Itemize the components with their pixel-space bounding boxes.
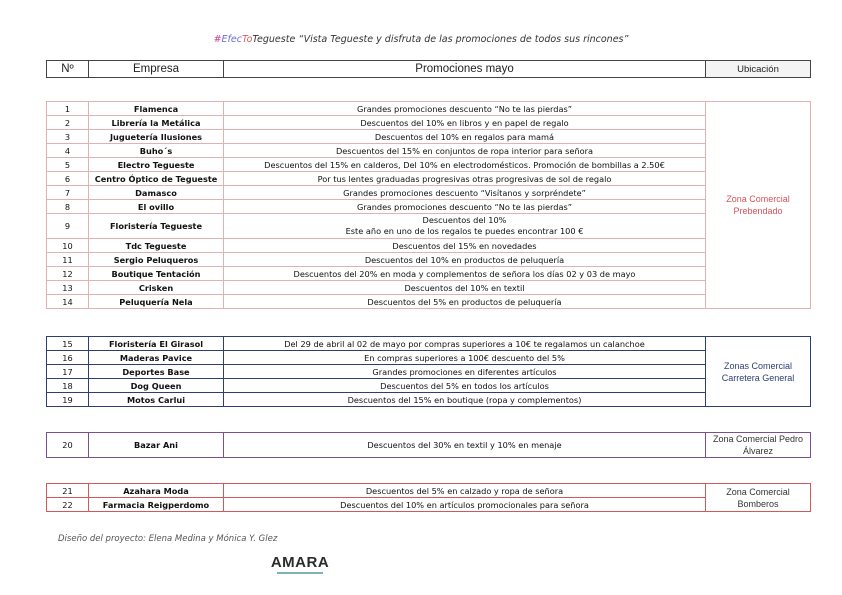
table-row	[47, 116, 811, 130]
table-row	[47, 186, 811, 200]
row-number: 15	[47, 337, 89, 351]
table-row	[47, 102, 811, 116]
row-empresa: Bazar Ani	[89, 433, 224, 458]
title-efec: Efec	[221, 34, 242, 45]
row-number: 11	[47, 253, 89, 267]
logo-text: AMARA	[270, 554, 330, 571]
row-promo: Por tus lentes graduadas progresivas otras progresivas de sol de regalo	[224, 172, 706, 186]
row-promo: Descuentos del 15% en novedades	[224, 239, 706, 253]
row-empresa: Flamenca	[89, 102, 224, 116]
row-number: 18	[47, 379, 89, 393]
header-promociones: Promociones mayo	[224, 61, 706, 78]
zone-label: Zona Comercial Prebendado	[706, 102, 811, 309]
row-promo: Descuentos del 30% en textil y 10% en menaje	[224, 433, 706, 458]
row-empresa: Juguetería Ilusiones	[89, 130, 224, 144]
header-empresa: Empresa	[89, 61, 224, 78]
row-empresa: Floristería Tegueste	[89, 214, 224, 239]
table-row	[47, 200, 811, 214]
row-number: 9	[47, 214, 89, 239]
header-num: Nº	[47, 61, 89, 78]
table-row	[47, 214, 811, 239]
row-empresa: Sergio Peluqueros	[89, 253, 224, 267]
row-promo	[224, 214, 706, 239]
table-row	[47, 295, 811, 309]
table-row	[47, 267, 811, 281]
table-row	[47, 172, 811, 186]
amara-logo	[270, 552, 330, 578]
group-bomberos-table	[46, 483, 811, 512]
row-promo: Grandes promociones descuento “No te las pierdas”	[224, 102, 706, 116]
row-promo: Descuentos del 5% en calzado y ropa de señora	[224, 484, 706, 498]
group-pedro-alvarez-table	[46, 432, 811, 458]
document-title	[0, 34, 842, 45]
row-number: 12	[47, 267, 89, 281]
row-empresa: Peluquería Nela	[89, 295, 224, 309]
logo-underline	[277, 572, 323, 574]
row-number: 4	[47, 144, 89, 158]
row-empresa: Electro Tegueste	[89, 158, 224, 172]
row-promo-line2: Este año en uno de los regalos te puedes encontrar 100 €	[345, 226, 584, 236]
row-promo: Descuentos del 10% en artículos promocionales para señora	[224, 498, 706, 512]
row-number: 6	[47, 172, 89, 186]
row-number: 20	[47, 433, 89, 458]
row-empresa: Damasco	[89, 186, 224, 200]
table-row	[47, 144, 811, 158]
header-table	[46, 60, 811, 78]
row-empresa: Tdc Tegueste	[89, 239, 224, 253]
table-row	[47, 239, 811, 253]
row-number: 13	[47, 281, 89, 295]
row-empresa: Azahara Moda	[89, 484, 224, 498]
table-row	[47, 253, 811, 267]
zone-label: Zona Comercial Bomberos	[706, 484, 811, 512]
row-number: 7	[47, 186, 89, 200]
row-empresa: Buho´s	[89, 144, 224, 158]
group-prebendado-table	[46, 101, 811, 309]
row-empresa: Farmacia Reigperdomo	[89, 498, 224, 512]
design-credit: Diseño del proyecto: Elena Medina y Mónica Y. Glez	[58, 534, 278, 544]
header-row	[47, 61, 811, 78]
row-promo: Del 29 de abril al 02 de mayo por compras superiores a 10€ te regalamos un calanchoe	[224, 337, 706, 351]
table-row	[47, 351, 811, 365]
row-number: 14	[47, 295, 89, 309]
row-promo: Descuentos del 15% en boutique (ropa y complementos)	[224, 393, 706, 407]
row-promo: Grandes promociones en diferentes artículos	[224, 365, 706, 379]
row-promo: Descuentos del 5% en productos de peluquería	[224, 295, 706, 309]
row-promo: Grandes promociones descuento “Visítanos y sorpréndete”	[224, 186, 706, 200]
row-number: 10	[47, 239, 89, 253]
row-empresa: Librería la Metálica	[89, 116, 224, 130]
row-number: 17	[47, 365, 89, 379]
row-empresa: Dog Queen	[89, 379, 224, 393]
row-number: 16	[47, 351, 89, 365]
row-number: 21	[47, 484, 89, 498]
row-promo: Descuentos del 15% en conjuntos de ropa interior para señora	[224, 144, 706, 158]
table-row	[47, 393, 811, 407]
table-row	[47, 379, 811, 393]
zone-label: Zonas Comercial Carretera General	[706, 337, 811, 407]
row-number: 5	[47, 158, 89, 172]
row-empresa: Centro Óptico de Tegueste	[89, 172, 224, 186]
row-promo: Descuentos del 10% en productos de peluquería	[224, 253, 706, 267]
header-ubicacion: Ubicación	[706, 61, 811, 78]
row-empresa: El ovillo	[89, 200, 224, 214]
row-promo: Grandes promociones descuento “No te las pierdas”	[224, 200, 706, 214]
row-empresa: Deportes Base	[89, 365, 224, 379]
row-empresa: Crisken	[89, 281, 224, 295]
table-row	[47, 433, 811, 458]
table-row	[47, 281, 811, 295]
row-empresa: Maderas Pavice	[89, 351, 224, 365]
title-hash: #	[213, 34, 222, 45]
row-empresa: Floristería El Girasol	[89, 337, 224, 351]
row-number: 3	[47, 130, 89, 144]
row-number: 8	[47, 200, 89, 214]
row-number: 19	[47, 393, 89, 407]
table-row	[47, 498, 811, 512]
group-carretera-table	[46, 336, 811, 407]
row-promo: En compras superiores a 100€ descuento del 5%	[224, 351, 706, 365]
row-promo: Descuentos del 10% en textil	[224, 281, 706, 295]
table-row	[47, 484, 811, 498]
row-empresa: Motos Carlui	[89, 393, 224, 407]
row-promo: Descuentos del 20% en moda y complementos de señora los días 02 y 03 de mayo	[224, 267, 706, 281]
row-promo: Descuentos del 10% en libros y en papel de regalo	[224, 116, 706, 130]
row-promo: Descuentos del 10% en regalos para mamá	[224, 130, 706, 144]
zone-label: Zona Comercial Pedro Álvarez	[706, 433, 811, 458]
row-empresa: Boutique Tentación	[89, 267, 224, 281]
table-row	[47, 158, 811, 172]
row-promo: Descuentos del 5% en todos los artículos	[224, 379, 706, 393]
row-number: 2	[47, 116, 89, 130]
row-promo: Descuentos del 15% en calderos, Del 10% en electrodomésticos. Promoción de bombillas a 2.50€	[224, 158, 706, 172]
row-number: 22	[47, 498, 89, 512]
table-row	[47, 365, 811, 379]
row-number: 1	[47, 102, 89, 116]
table-row	[47, 337, 811, 351]
row-promo-line1: Descuentos del 10%	[422, 215, 507, 225]
title-to: To	[241, 34, 253, 45]
title-rest: Tegueste “Vista Tegueste y disfruta de las promociones de todos sus rincones”	[252, 34, 629, 45]
table-row	[47, 130, 811, 144]
